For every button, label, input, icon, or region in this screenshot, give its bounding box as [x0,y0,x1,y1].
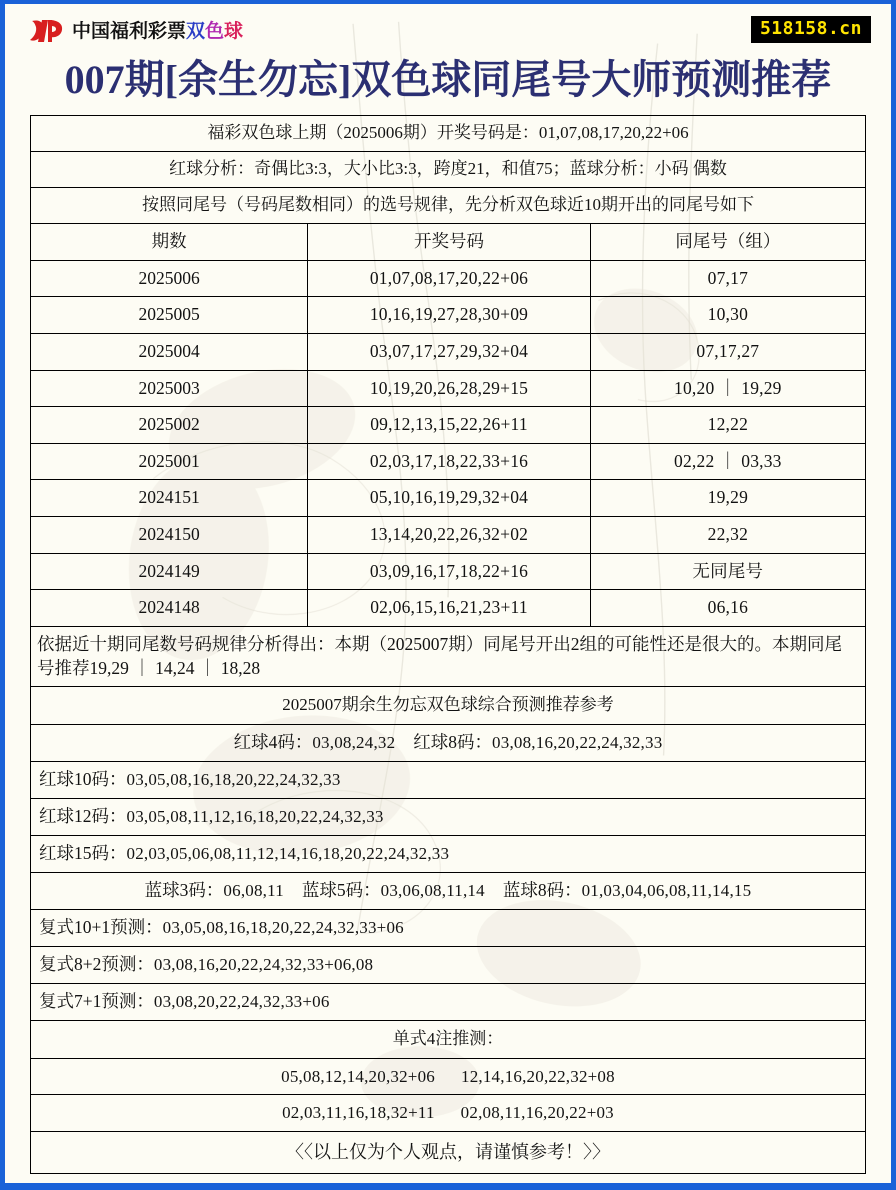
cell-numbers: 13,14,20,22,26,32+02 [308,517,590,554]
row-disclaimer [31,1132,866,1173]
site-url-badge[interactable]: 518158.cn [751,16,871,43]
cell-tails: 10,20 ｜ 19,29 [590,370,865,407]
cell-numbers: 02,06,15,16,21,23+11 [308,590,590,627]
blue8-value: 01,03,04,06,08,11,14,15 [581,880,752,900]
china-welfare-lottery-emblem-icon [28,17,64,45]
fushi8-value: 03,08,16,20,22,24,32,33+06,08 [153,954,374,974]
cell-period: 2025005 [31,297,308,334]
logo-text-cn: 中国福利彩票 [72,19,187,42]
fushi8-label: 复式8+2预测： [39,953,154,974]
col-header-period: 期数 [31,224,308,261]
cell-numbers: 03,09,16,17,18,22+16 [308,553,590,590]
table-row [31,370,866,407]
row-last-draw [31,116,866,152]
row-single-bet-pair [31,1058,866,1095]
red15-value: 02,03,05,06,08,11,12,14,16,18,20,22,24,32,33 [126,843,450,863]
row-compound-10-1 [31,909,866,946]
table-row [31,297,866,334]
table-row [31,590,866,627]
table-row [31,260,866,297]
conclusion-text: 依据近十期同尾数号码规律分析得出：本期（2025007期）同尾号开出2组的可能性还是很大的。本期同尾号推荐19,29 ｜ 14,24 ｜ 18,28 [31,626,866,686]
single-bet: 02,03,11,16,18,32+11 [282,1103,435,1123]
red12-value: 03,05,08,11,12,16,18,20,22,24,32,33 [126,806,384,826]
table-row [31,407,866,444]
cell-numbers: 10,19,20,26,28,29+15 [308,370,590,407]
blue8-label: 蓝球8码： [502,879,582,900]
logo-brand-char-1: 双 [186,19,206,42]
row-red12 [31,798,866,835]
fushi7-label: 复式7+1预测： [39,990,154,1011]
cell-period: 2024151 [31,480,308,517]
fushi10-label: 复式10+1预测： [39,916,163,937]
site-logo[interactable] [28,15,243,47]
cell-period: 2024148 [31,590,308,627]
row-single-bets-title [31,1020,866,1058]
row-compound-8-2 [31,946,866,983]
row-red10 [31,762,866,799]
row-analysis [31,152,866,188]
prediction-sheet [30,115,866,1173]
blue3-value: 06,08,11 [223,880,284,900]
row-rule-note [31,188,866,224]
cell-period: 2025003 [31,370,308,407]
single-bet: 12,14,16,20,22,32+08 [461,1066,615,1086]
cell-numbers: 01,07,08,17,20,22+06 [308,260,590,297]
cell-tails: 12,22 [590,407,865,444]
table-row [31,443,866,480]
red4-value: 03,08,24,32 [312,733,396,753]
row-compound-7-1 [31,983,866,1020]
row-red4-red8 [31,725,866,762]
single-bets-title: 单式4注推测： [31,1020,866,1058]
rule-note-text: 按照同尾号（号码尾数相同）的选号规律，先分析双色球近10期开出的同尾号如下 [31,188,866,224]
blue5-label: 蓝球5码： [301,879,381,900]
row-blue-codes [31,872,866,909]
blue5-value: 03,06,08,11,14 [380,880,485,900]
row-prediction-title [31,687,866,725]
logo-brand-char-3: 球 [224,19,244,42]
logo-brand-char-2: 色 [205,19,225,42]
fushi10-value: 03,05,08,16,18,20,22,24,32,33+06 [162,917,404,937]
cell-tails: 19,29 [590,480,865,517]
cell-numbers: 09,12,13,15,22,26+11 [308,407,590,444]
cell-numbers: 05,10,16,19,29,32+04 [308,480,590,517]
red8-value: 03,08,16,20,22,24,32,33 [492,733,663,753]
red12-label: 红球12码： [39,805,127,826]
col-header-numbers: 开奖号码 [308,224,590,261]
red8-label: 红球8码： [413,732,493,753]
single-bet: 02,08,11,16,20,22+03 [460,1103,614,1123]
red10-label: 红球10码： [39,769,127,789]
cell-tails: 07,17,27 [590,333,865,370]
cell-tails: 06,16 [590,590,865,627]
fushi7-value: 03,08,20,22,24,32,33+06 [153,991,330,1011]
cell-tails: 02,22 ｜ 03,33 [590,443,865,480]
cell-period: 2025001 [31,443,308,480]
last-draw-text: 福彩双色球上期（2025006期）开奖号码是：01,07,08,17,20,22+06 [31,116,866,152]
cell-numbers: 02,03,17,18,22,33+16 [308,443,590,480]
red10-value: 03,05,08,16,18,20,22,24,32,33 [126,770,341,789]
cell-period: 2025006 [31,260,308,297]
blue3-label: 蓝球3码： [144,879,224,900]
cell-period: 2025004 [31,333,308,370]
cell-numbers: 10,16,19,27,28,30+09 [308,297,590,334]
logo-text [72,19,244,42]
cell-period: 2024149 [31,553,308,590]
analysis-text: 红球分析：奇偶比3:3，大小比3:3，跨度21，和值75；蓝球分析：小码 偶数 [31,152,866,188]
disclaimer-text: 〈〈以上仅为个人观点，请谨慎参考！〉〉 [31,1132,866,1173]
row-single-bet-pair [31,1095,866,1132]
cell-numbers: 03,07,17,27,29,32+04 [308,333,590,370]
site-header [5,4,891,52]
cell-tails: 10,30 [590,297,865,334]
row-red15 [31,835,866,872]
cell-tails: 07,17 [590,260,865,297]
red4-label: 红球4码： [233,732,313,753]
cell-tails: 无同尾号 [590,553,865,590]
table-row [31,480,866,517]
single-bet: 05,08,12,14,20,32+06 [281,1066,435,1086]
row-conclusion [31,626,866,686]
page-title: 007期[余生勿忘]双色球同尾号大师预测推荐 [64,57,832,102]
cell-period: 2024150 [31,517,308,554]
table-row [31,553,866,590]
table-header-row [31,224,866,261]
prediction-section-title: 2025007期余生勿忘双色球综合预测推荐参考 [31,687,866,725]
red15-label: 红球15码： [39,842,127,863]
cell-period: 2025002 [31,407,308,444]
cell-tails: 22,32 [590,517,865,554]
table-row [31,517,866,554]
table-row [31,333,866,370]
col-header-tails: 同尾号（组） [590,224,865,261]
